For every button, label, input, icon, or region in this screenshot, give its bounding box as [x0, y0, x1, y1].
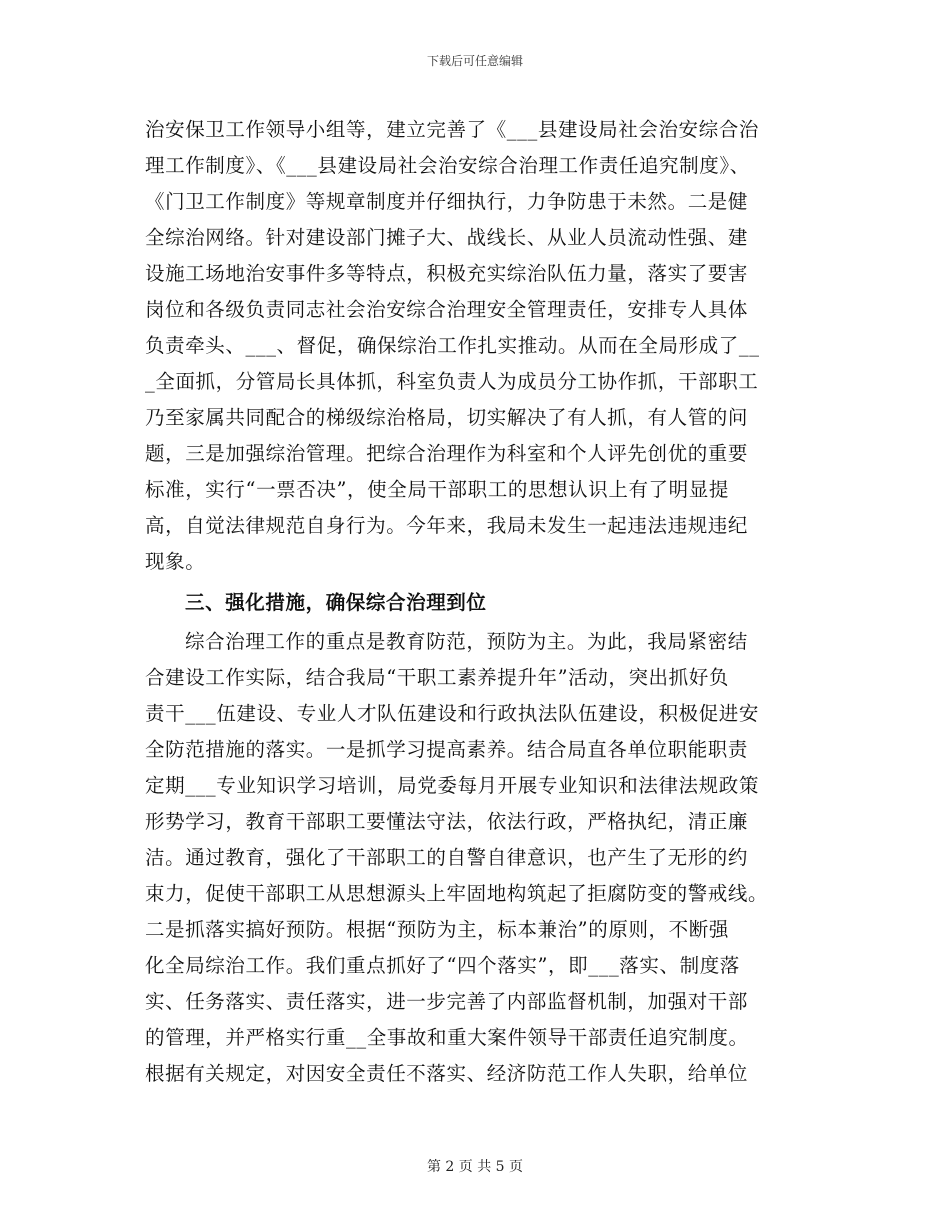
- paragraph-line: 现象。: [145, 550, 206, 573]
- paragraph-line: 束力，促使干部职工从思想源头上牢固地构筑起了拒腐防变的警戒线。: [145, 882, 769, 905]
- page-header: 下载后可任意编辑: [426, 54, 523, 68]
- paragraph-line: _全面抓，分管局长具体抓，科室负责人为成员分工协作抓，干部职工: [145, 370, 759, 393]
- paragraph-line: 化全局综治工作。我们重点抓好了“四个落实”，即___落实、制度落: [145, 954, 740, 977]
- paragraph-line: 负责牵头、___、督促，确保综治工作扎实推动。从而在全局形成了__: [145, 334, 760, 357]
- paragraph-line: 定期___专业知识学习培训，局党委每月开展专业知识和法律法规政策: [145, 774, 759, 797]
- paragraph-line: 标准，实行“一票否决”，使全局干部职工的思想认识上有了明显提: [145, 478, 729, 501]
- paragraph-line: 二是抓落实搞好预防。根据“预防为主，标本兼治”的原则，不断强: [145, 918, 729, 941]
- paragraph-line: 理工作制度》、《___县建设局社会治安综合治理工作责任追究制度》、: [145, 154, 750, 177]
- paragraph-line: 实、任务落实、责任落实，进一步完善了内部监督机制，加强对干部: [145, 990, 749, 1013]
- paragraph-line: 《门卫工作制度》等规章制度并仔细执行，力争防患于未然。二是健: [145, 190, 749, 213]
- paragraph-line: 合建设工作实际，结合我局“干职工素养提升年”活动，突出抓好负: [145, 666, 729, 689]
- paragraph-line: 题，三是加强综治管理。把综合治理作为科室和个人评先创优的重要: [145, 442, 749, 465]
- paragraph-line: 治安保卫工作领导小组等，建立完善了《___县建设局社会治安综合治: [145, 118, 759, 141]
- paragraph-line: 的管理，并严格实行重__全事故和重大案件领导干部责任追究制度。: [145, 1026, 749, 1049]
- paragraph-line: 根据有关规定，对因安全责任不落实、经济防范工作人失职，给单位: [145, 1062, 749, 1085]
- paragraph-line: 综合治理工作的重点是教育防范，预防为主。为此，我局紧密结: [185, 630, 748, 653]
- paragraph-line: 责干___伍建设、专业人才队伍建设和行政执法队伍建设，积极促进安: [145, 702, 759, 725]
- section-heading: 三、强化措施，确保综合治理到位: [185, 591, 487, 614]
- paragraph-line: 设施工场地治安事件多等特点，积极充实综治队伍力量，落实了要害: [145, 262, 749, 285]
- paragraph-line: 乃至家属共同配合的梯级综治格局，切实解决了有人抓，有人管的问: [145, 406, 749, 429]
- paragraph-line: 形势学习，教育干部职工要懂法守法，依法行政，严格执纪，清正廉: [145, 810, 749, 833]
- page-footer: 第 2 页 共 5 页: [426, 1159, 524, 1175]
- paragraph-line: 高，自觉法律规范自身行为。今年来，我局未发生一起违法违规违纪: [145, 514, 749, 537]
- paragraph-line: 全综治网络。针对建设部门摊子大、战线长、从业人员流动性强、建: [145, 226, 749, 249]
- paragraph-line: 全防范措施的落实。一是抓学习提高素养。结合局直各单位职能职责: [145, 738, 749, 761]
- paragraph-line: 洁。通过教育，强化了干部职工的自警自律意识，也产生了无形的约: [145, 846, 749, 869]
- paragraph-line: 岗位和各级负责同志社会治安综合治理安全管理责任，安排专人具体: [145, 298, 749, 321]
